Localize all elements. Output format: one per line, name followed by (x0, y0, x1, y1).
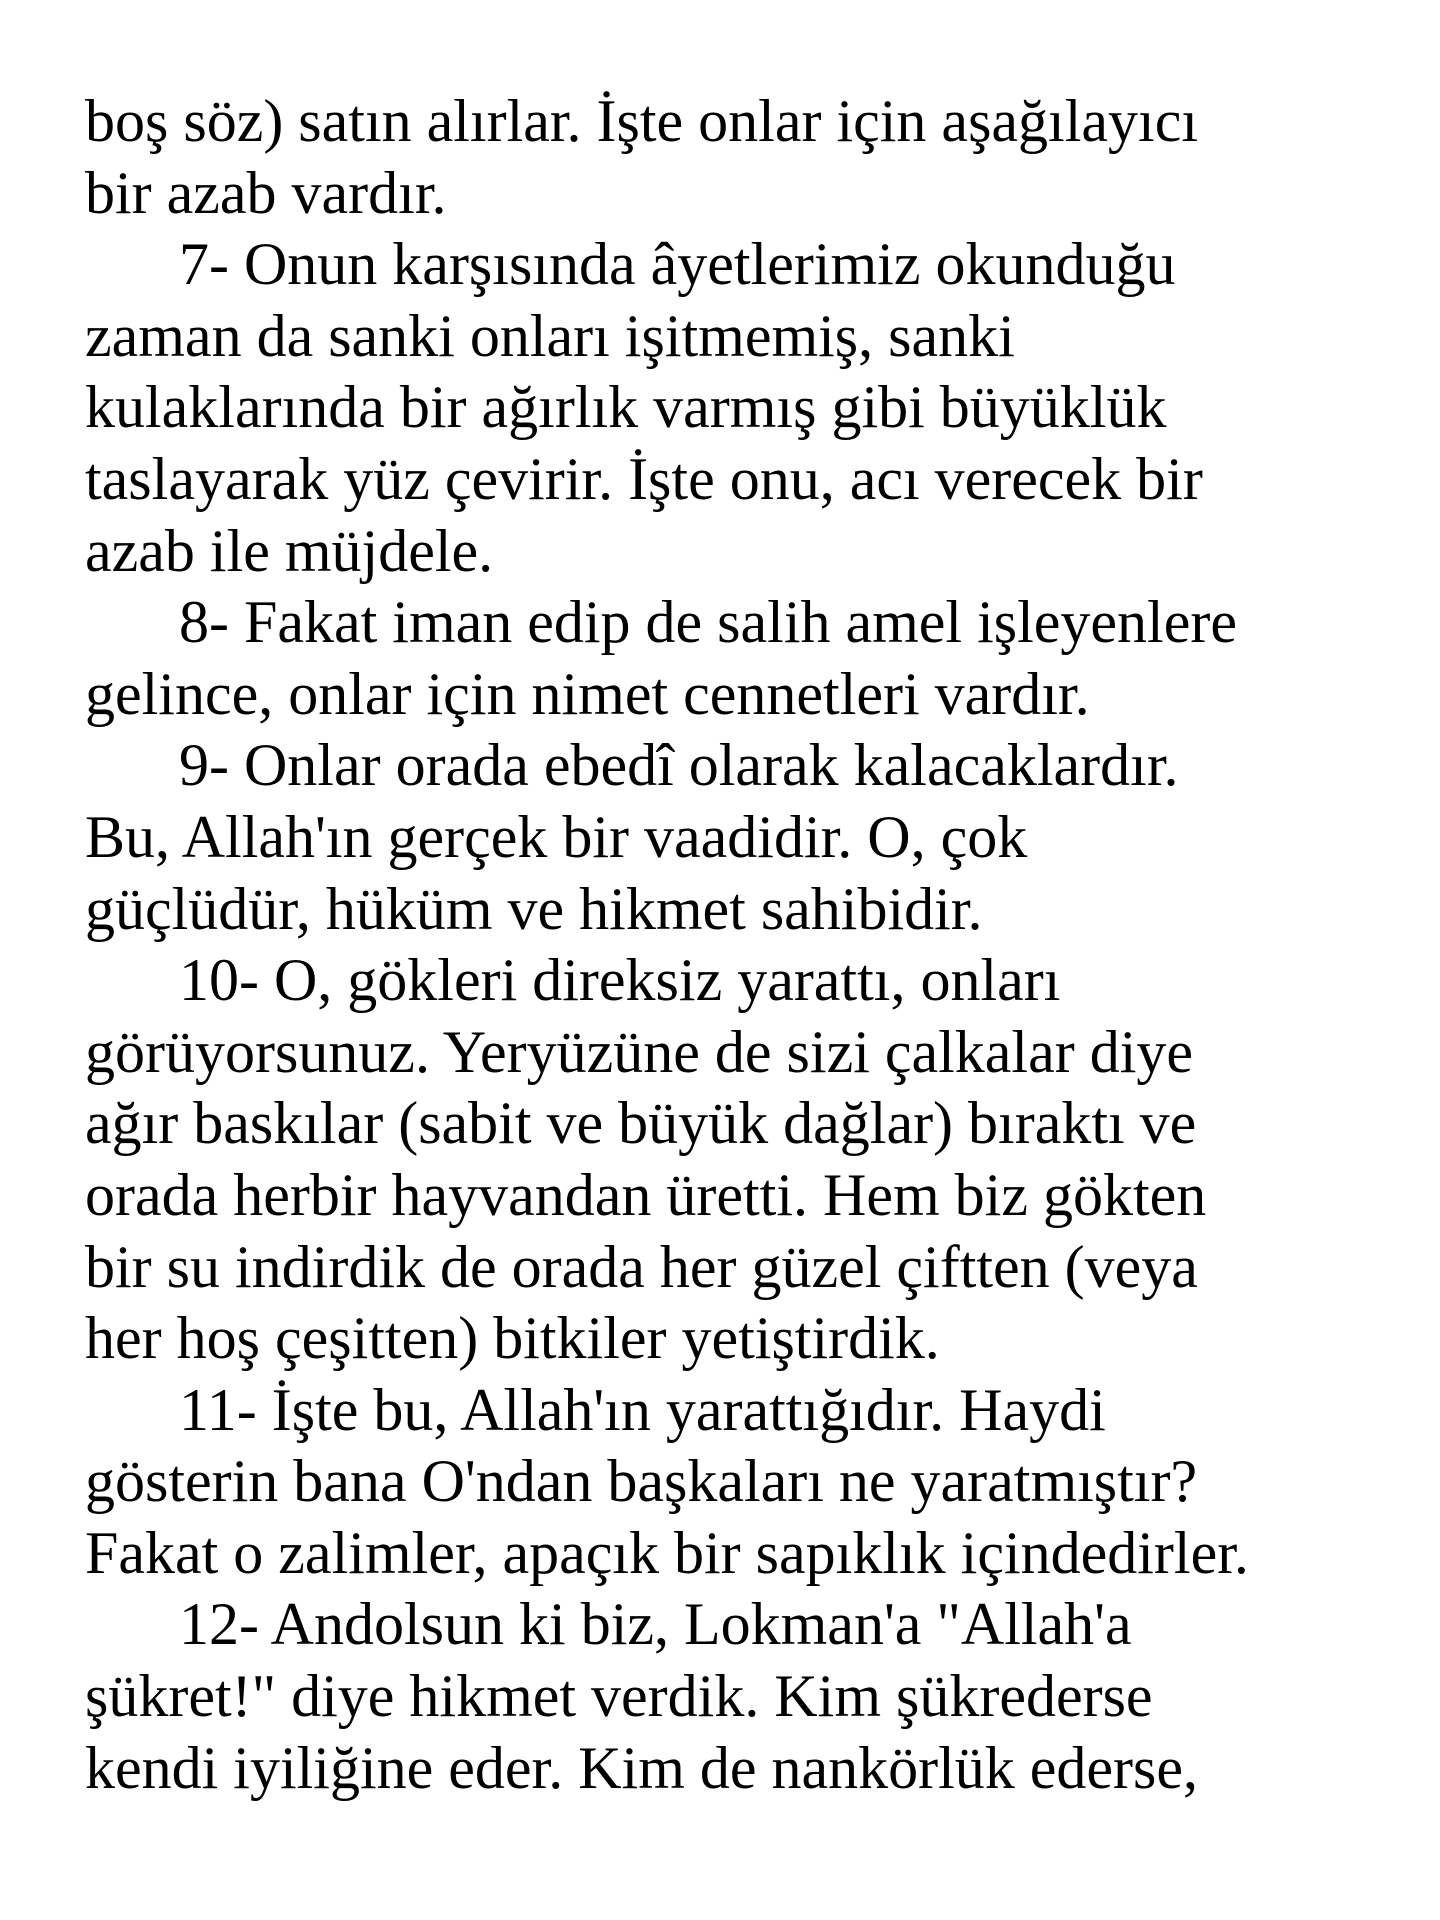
text-line: orada herbir hayvandan üretti. Hem biz gökten (85, 1161, 1207, 1228)
text-line: kendi iyiliğine eder. Kim de nankörlük ederse, (85, 1734, 1199, 1801)
text-line: gösterin bana O'ndan başkaları ne yaratmıştır? (85, 1448, 1198, 1515)
text-line: azab ile müjdele. (85, 517, 494, 584)
text-line: kulaklarında bir ağırlık varmış gibi büyüklük (85, 374, 1167, 441)
verse-11-line: 11- İşte bu, Allah'ın yarattığıdır. Haydi (179, 1376, 1106, 1443)
verse-10-line: 10- O, gökleri direksiz yarattı, onları (179, 947, 1061, 1014)
text-line: ağır baskılar (sabit ve büyük dağlar) bıraktı ve (85, 1090, 1197, 1157)
text-line: görüyorsunuz. Yeryüzüne de sizi çalkalar diye (85, 1018, 1194, 1085)
text-line: boş söz) satın alırlar. İşte onlar için aşağılayıcı (85, 88, 1198, 154)
text-line: zaman da sanki onları işitmemiş, sanki (85, 302, 1015, 369)
verse-7-line: 7- Onun karşısında âyetlerimiz okunduğu (179, 231, 1176, 298)
text-line: her hoş çeşitten) bitkiler yetiştirdik. (85, 1305, 940, 1372)
text-line: Bu, Allah'ın gerçek bir vaadidir. O, çok (85, 803, 1028, 870)
text-line: güçlüdür, hüküm ve hikmet sahibidir. (85, 875, 983, 942)
text-line: gelince, onlar için nimet cennetleri vardır. (85, 660, 1090, 727)
verse-12-line: 12- Andolsun ki biz, Lokman'a "Allah'a (179, 1591, 1132, 1658)
document-page (85, 86, 1405, 1804)
text-line: şükret!" diye hikmet verdik. Kim şükrederse (85, 1663, 1153, 1730)
text-line: bir azab vardır. (85, 159, 447, 226)
text-line: taslayarak yüz çevirir. İşte onu, acı verecek bir (85, 445, 1203, 512)
verse-9-line: 9- Onlar orada ebedî olarak kalacaklardır. (179, 732, 1179, 799)
verse-8-line: 8- Fakat iman edip de salih amel işleyenlere (179, 589, 1237, 656)
text-line: bir su indirdik de orada her güzel çiftten (veya (85, 1233, 1198, 1300)
text-line: Fakat o zalimler, apaçık bir sapıklık içindedirler. (85, 1519, 1249, 1586)
